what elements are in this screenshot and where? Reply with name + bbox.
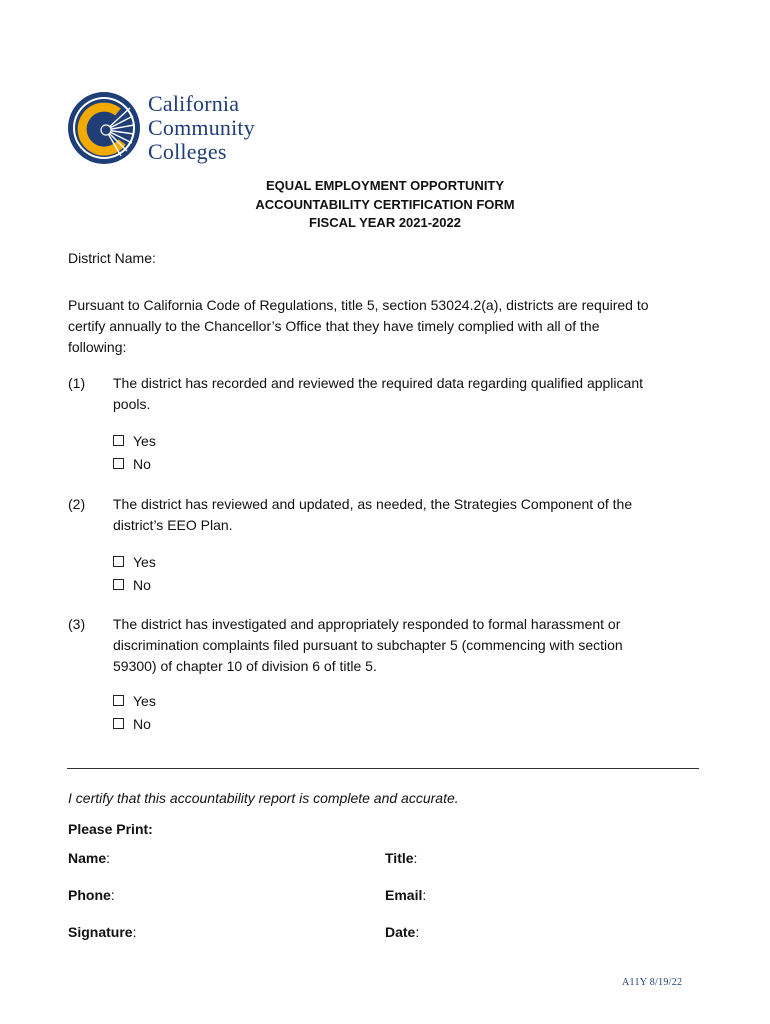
date-label: Date [385, 924, 416, 940]
item-text-line: The district has investigated and appropriately responded to formal harassment or [113, 616, 621, 632]
phone-label: Phone [68, 887, 111, 903]
district-name-label: District Name: [68, 250, 156, 266]
item-text-line: 59300) of chapter 10 of division 6 of title 5. [113, 658, 377, 674]
checkbox[interactable] [113, 435, 124, 446]
heading-line-1: EQUAL EMPLOYMENT OPPORTUNITY [265, 178, 505, 193]
no-option[interactable] [113, 454, 151, 474]
no-label: No [133, 716, 151, 732]
no-label: No [133, 456, 151, 472]
name-label: Name [68, 850, 107, 866]
colon: : [132, 924, 137, 940]
item-text-line: The district has recorded and reviewed the required data regarding qualified applicant [113, 375, 643, 391]
intro-line: following: [68, 339, 127, 355]
item-text-line: The district has reviewed and updated, as needed, the Strategies Component of the [113, 496, 633, 512]
title-field[interactable] [385, 849, 417, 867]
checkbox[interactable] [113, 718, 124, 729]
yes-label: Yes [133, 554, 156, 570]
certify-statement: I certify that this accountability report is complete and accurate. [68, 790, 459, 806]
date-field[interactable] [385, 923, 419, 941]
logo-line: Colleges [148, 139, 227, 164]
logo-line: Community [148, 115, 255, 140]
colon: : [413, 850, 418, 866]
heading-line-2: ACCOUNTABILITY CERTIFICATION FORM [255, 197, 515, 212]
checkbox[interactable] [113, 695, 124, 706]
yes-option[interactable] [113, 431, 156, 451]
signature-label: Signature [68, 924, 133, 940]
logo-line: California [148, 91, 240, 116]
checkbox[interactable] [113, 458, 124, 469]
california-community-colleges-logo-icon [66, 90, 142, 166]
divider-line [67, 768, 699, 769]
email-field[interactable] [385, 886, 426, 904]
checkbox[interactable] [113, 579, 124, 590]
heading-line-3: FISCAL YEAR 2021-2022 [309, 215, 461, 230]
title-label: Title [385, 850, 414, 866]
item-number: (3) [68, 616, 86, 632]
item-text-line: district’s EEO Plan. [113, 517, 233, 533]
yes-label: Yes [133, 433, 156, 449]
no-option[interactable] [113, 575, 151, 595]
no-label: No [133, 577, 151, 593]
yes-label: Yes [133, 693, 156, 709]
item-number: (2) [68, 496, 86, 512]
logo-wordmark [148, 92, 255, 164]
colon: : [415, 924, 420, 940]
intro-line: Pursuant to California Code of Regulations, title 5, section 53024.2(a), districts are required to [68, 297, 649, 313]
footer-code: A11Y 8/19/22 [622, 977, 683, 988]
yes-option[interactable] [113, 552, 156, 572]
no-option[interactable] [113, 714, 151, 734]
checkbox[interactable] [113, 556, 124, 567]
ccc-logo [66, 90, 276, 170]
yes-option[interactable] [113, 691, 156, 711]
colon: : [106, 850, 111, 866]
name-field[interactable] [68, 849, 110, 867]
email-label: Email [385, 887, 423, 903]
please-print-label [68, 820, 153, 838]
item-number: (1) [68, 375, 86, 391]
item-text-line: discrimination complaints filed pursuant to subchapter 5 (commencing with section [113, 637, 623, 653]
colon: : [110, 887, 115, 903]
colon: : [422, 887, 427, 903]
item-text-line: pools. [113, 396, 151, 412]
signature-field[interactable] [68, 923, 136, 941]
phone-field[interactable] [68, 886, 115, 904]
please-print-text: Please Print: [68, 821, 153, 837]
intro-line: certify annually to the Chancellor’s Office that they have timely complied with all of the [68, 318, 600, 334]
